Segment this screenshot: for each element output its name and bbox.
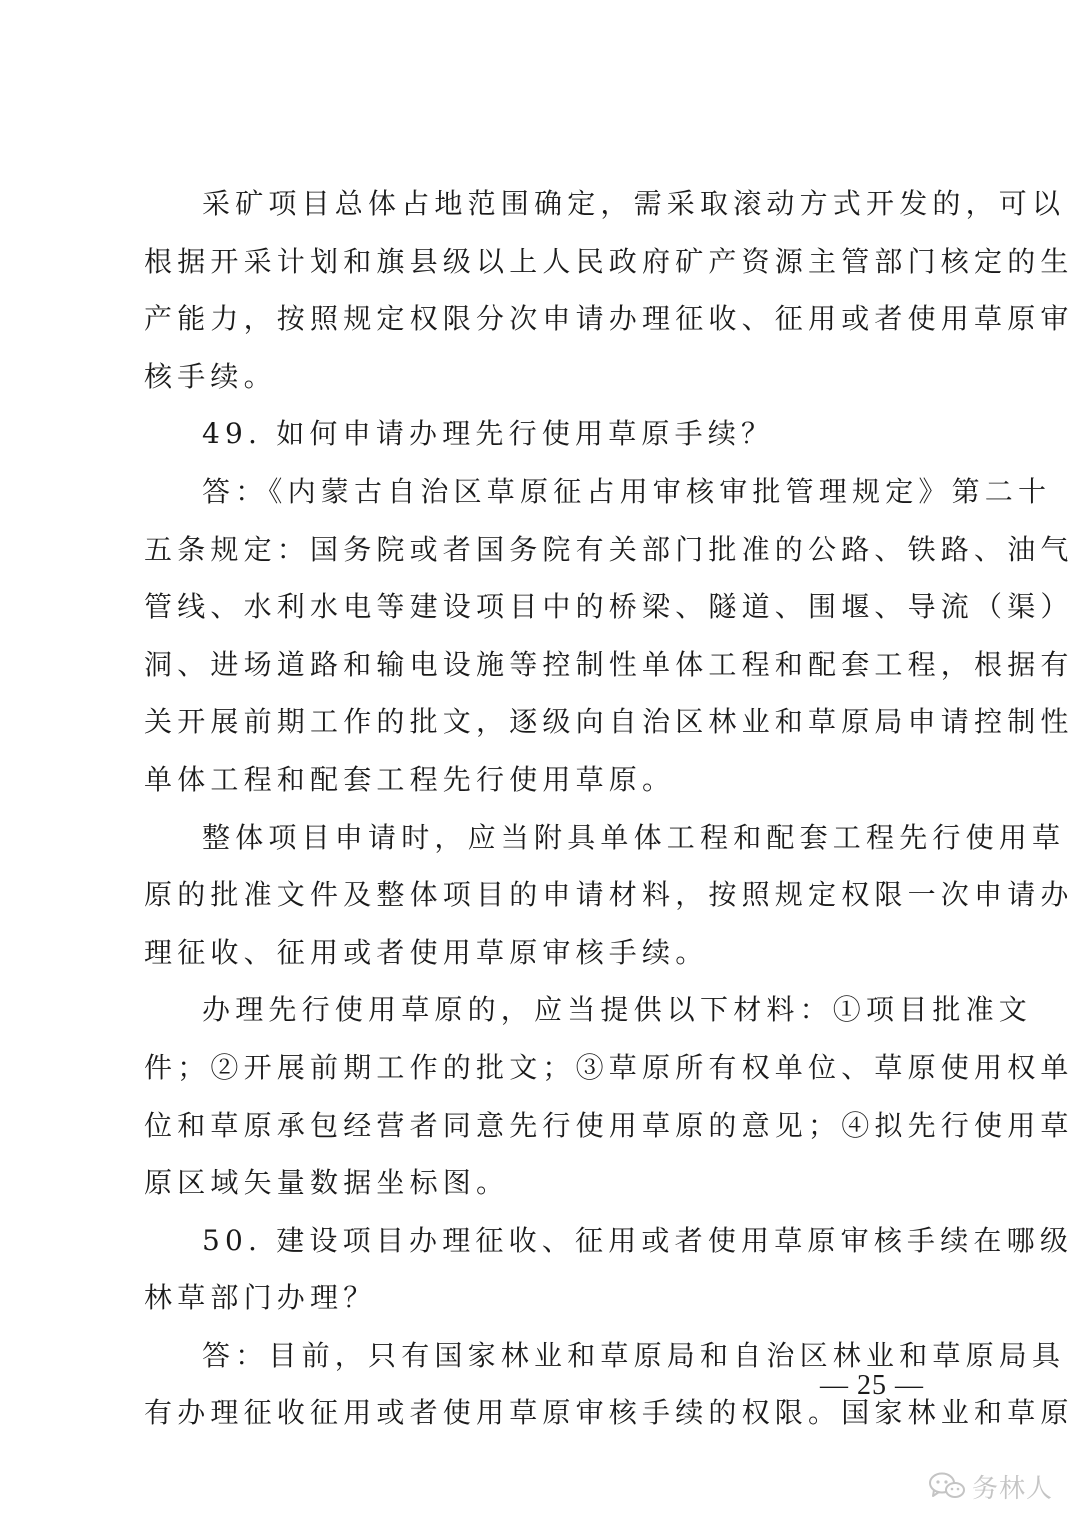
text-line: 关开展前期工作的批文，逐级向自治区林业和草原局申请控制性 bbox=[144, 705, 1074, 739]
text-line: 答：《内蒙古自治区草原征占用审核审批管理规定》第二十 bbox=[202, 474, 1052, 508]
wechat-icon bbox=[928, 1471, 966, 1501]
text-line: 核手续。 bbox=[144, 359, 277, 393]
text-line: 产能力，按照规定权限分次申请办理征收、征用或者使用草原审 bbox=[144, 302, 1074, 336]
watermark-text: 务林人 bbox=[972, 1473, 1054, 1504]
text-line: 件；②开展前期工作的批文；③草原所有权单位、草原使用权单 bbox=[144, 1050, 1074, 1084]
watermark bbox=[928, 1466, 1053, 1506]
text-line: 原区域矢量数据坐标图。 bbox=[144, 1166, 510, 1200]
question-heading-50: 50. 建设项目办理征收、征用或者使用草原审核手续在哪级 bbox=[202, 1223, 1074, 1257]
body-text bbox=[144, 175, 1074, 1442]
text-line: 五条规定：国务院或者国务院有关部门批准的公路、铁路、油气 bbox=[144, 532, 1074, 566]
text-line: 根据开采计划和旗县级以上人民政府矿产资源主管部门核定的生 bbox=[144, 244, 1074, 278]
text-line: 管线、水利水电等建设项目中的桥梁、隧道、围堰、导流（渠） bbox=[144, 590, 1074, 624]
text-line: 单体工程和配套工程先行使用草原。 bbox=[144, 762, 676, 796]
text-line: 采矿项目总体占地范围确定，需采取滚动方式开发的，可以 bbox=[202, 187, 1066, 220]
question-heading-49: 49. 如何申请办理先行使用草原手续？ bbox=[202, 417, 775, 451]
text-line: 洞、进场道路和输电设施等控制性单体工程和配套工程，根据有 bbox=[144, 647, 1074, 681]
question-heading-50-cont: 林草部门办理？ bbox=[144, 1281, 377, 1315]
text-line: 办理先行使用草原的，应当提供以下材料：①项目批准文 bbox=[202, 993, 1033, 1027]
text-line: 有办理征收征用或者使用草原审核手续的权限。国家林业和草原 bbox=[144, 1396, 1074, 1430]
text-line: 理征收、征用或者使用草原审核手续。 bbox=[144, 935, 709, 969]
text-line: 答：目前，只有国家林业和草原局和自治区林业和草原局具 bbox=[202, 1338, 1066, 1372]
page-number: — 25 — bbox=[820, 1370, 924, 1401]
text-line: 位和草原承包经营者同意先行使用草原的意见；④拟先行使用草 bbox=[144, 1108, 1074, 1142]
text-line: 原的批准文件及整体项目的申请材料，按照规定权限一次申请办 bbox=[144, 878, 1074, 912]
text-line: 整体项目申请时，应当附具单体工程和配套工程先行使用草 bbox=[202, 820, 1066, 854]
